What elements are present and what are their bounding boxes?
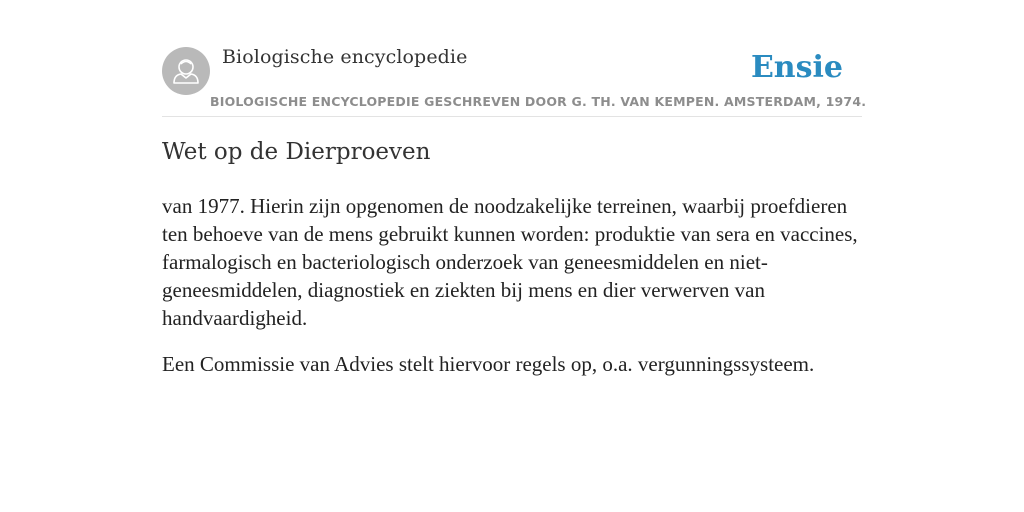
brand-logo[interactable]: Ensie	[750, 50, 843, 85]
source-title[interactable]: Biologische encyclopedie	[222, 46, 468, 68]
entry-paragraph: van 1977. Hierin zijn opgenomen de noodzakelijke terreinen, waarbij proefdieren ten behoeve van de mens gebruikt kunnen worden: produktie van sera en vaccines, farmalogisch en bacteriologisch onderzoek van geneesmiddelen en niet-geneesmiddelen, diagnostiek en ziekten bij mens en dier verwerven van handvaardigheid.	[162, 194, 858, 330]
source-description: BIOLOGISCHE ENCYCLOPEDIE GESCHREVEN DOOR G. TH. VAN KEMPEN. AMSTERDAM, 1974.	[210, 94, 867, 109]
entry-body	[162, 192, 862, 396]
entry-paragraph: Een Commissie van Advies stelt hiervoor regels op, o.a. vergunningssysteem.	[162, 352, 815, 376]
user-icon	[162, 47, 210, 95]
avatar[interactable]	[162, 47, 210, 95]
entry-title: Wet op de Dierproeven	[162, 139, 431, 165]
source-header	[162, 44, 867, 117]
